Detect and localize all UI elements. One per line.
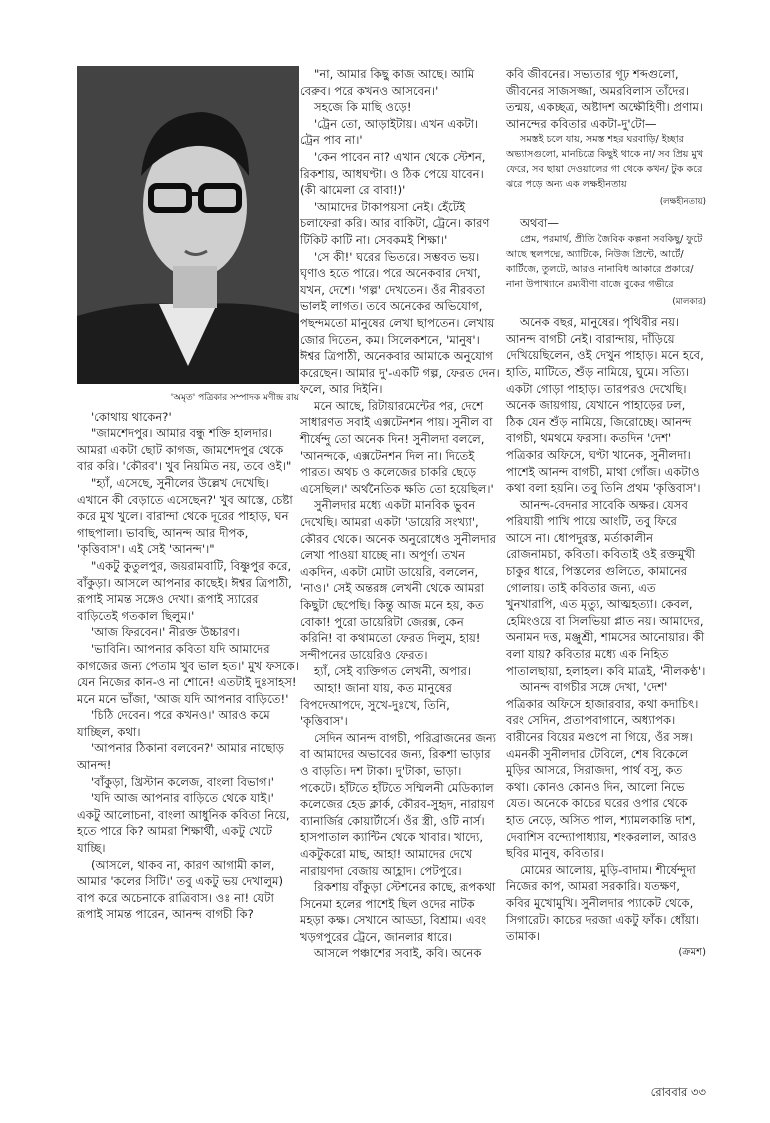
paragraph: "জামশেদপুর। আমার বন্ধু শক্তি হালদার। আমরা একটা ছোট কাগজ, জামশেদপুর থেকে বার করি। 'কৌরব'। খুব নিয়মিত নয়, তবে ওই।" [77,426,292,474]
paragraph: (আসলে, থাকব না, কারণ আগামী কাল, আমার 'কলের সিটি।' তবু একটু ভয় দেখালুম) বাপ করে অচেনাকে রাত্রিবাস। ওঃ না! যেটা রূপাই সামন্ত পারেন, আনন্দ বাগচী কি? [77,857,283,922]
paragraph: মনে আছে, রিটায়ারমেন্টের পর, দেশে সাধারণত সবাই এক্সটেনশন পায়। সুনীল বা শীর্ষেন্দু তো অনেক দিন! সুনীলদা বললে, 'আনন্দকে, এক্সটেনশন দিল না। দিতেই পারত। অথচ ও কলেজের চাকরি ছেড়ে এসেছিল।' অর্থনৈতিক ক্ষতি তো হয়েছিল।' [300,398,494,496]
paragraph: "হ্যাঁ, এসেছে, সুনীলের উল্লেখ দেখেছি। এখানে কী বেড়াতে এসেছেন?' খুব আস্তে, চেষ্টা করে মুখ খুলে। বারান্দা থেকে দূরের পাহাড়, ঘন গাছপালা। ভাবছি, আনন্দ আর দীপক, 'কৃত্তিবাস'। এই সেই 'আনন্দ'।" [77,475,293,557]
paragraph: 'ট্রেন তো, আড়াইটায়। এখন একটা। ট্রেন পাব না।' [300,116,479,148]
paragraph: সেদিন আনন্দ বাগচী, পরিব্রাজনের জন্য বা আমাদের অভাবের জন্য, রিকশা ভাড়ার ও বাড়তি। দশ টাকা। দু'টাকা, ভাড়া। পকেটে। হাঁটতে হাঁটতে সম্মিলনী মেডিক্যাল কলেজের হেড ক্লার্ক, কৌরব-সুহৃদ, নারায়ণ ব্যানার্জির কোয়ার্টার্সে। ওঁর স্ত্রী, ওটি নার্স। হাসপাতাল ক্যান্টিন থেকে খাবার। খাদ্যে, একটুকরো মাছ, আহা! আমাদের দেখে নারায়ণদা বেজায় আহ্লাদ। পেটপুরে। [300,730,497,878]
paragraph: 'যদি আজ আপনার বাড়িতে থেকে যাই।' একটু আলোচনা, বাংলা আধুনিক কবিতা নিয়ে, হতে পারে কি? আমরা শিক্ষার্থী, একটু খেটে যাচ্ছি। [77,791,290,856]
paragraph: সহজে কি মাছি ওড়ে! [314,100,412,115]
poem-source: (মালকার) [672,296,706,307]
column-1 [77,66,299,923]
paragraph: "না, আমার কিছু কাজ আছে। আমি বেরুব। পরে কখনও আসবেন।' [300,67,475,98]
column-3 [506,66,706,961]
poem-quote [506,132,706,192]
paragraph: 'কোথায় থাকেন?' [91,409,172,424]
paragraph: 'কেন পাবেন না? এখান থেকে স্টেশন, রিকশায়, আধঘণ্টা। ও ঠিক পেয়ে যাবেন। (কী ঝামেলা রে বাবা!)' [300,149,486,198]
paragraph: সুনীলদার মধ্যে একটা মানবিক ভুবন দেখেছি। আমরা একটা 'ডায়েরি সংখ্যা', কৌরব থেকে। অনেক অনুরোধেও সুনীলদার লেখা পাওয়া যাচ্ছে না। অপূর্ণ। তখন একদিন, একটা মোটা ডায়েরি, বললেন, 'নাও।' সেই অন্তরঙ্গ লেখনী থেকে আমরা কিছুটা ছেপেছি। কিন্তু আজ মনে হয়, কত বোকা! পুরো ডায়েরিটা জেরক্স, কেন করিনি! বা কথামতো ফেরত দিলুম, হায়! সন্দীপনের ডায়েরিও ফেরত। [300,498,496,662]
paragraph: অনেক বছর, মানুষের। পৃথিবীর নয়। আনন্দ বাগচী নেই। বারান্দায়, দাঁড়িয়ে দেখিয়েছিলেন, ওই দেখুন পাহাড়। মনে হবে, হাতি, মাটিতে, শুঁড় নামিয়ে, ঘুমে। সত্যি। একটা গোড়া পাহাড়। তারপরও দেখেছি। অনেক জায়গায়, যেখানে পাহাড়ের ঢল, ঠিক যেন শুঁড় নামিয়ে, জিরোচ্ছে। আনন্দ বাগচী, থমথমে ফরসা। কতদিন 'দেশ' পত্রিকার অফিসে, ঘণ্টা খানেক, সুনীলদা। পাশেই আনন্দ বাগচী, মাথা গোঁজ। একটাও কথা বলা হয়নি। তবু তিনি প্রথম 'কৃত্তিবাস'। [506,315,704,496]
paragraph: 'আমাদের টাকাপয়সা নেই। হেঁটেই চলাফেরা করি। আর বাকিটা, ট্রেনে। কারণ টিকিট কাটি না। সেবকমই শিক্ষা।' [300,199,490,247]
paragraph: আহা! জানা যায়, কত মানুষের বিপদেআপদে, সুখে-দুঃখে, তিনি, 'কৃত্তিবাস'। [300,680,452,729]
paragraph: 'আজ ফিরবেন।' নীরক্ত উচ্চারণ। [91,625,240,640]
paragraph: 'ভাবিনি। আপনার কবিতা যদি আমাদের কাগজের জন্য পেতাম খুব ভাল হত।' মুখ ফসকে। যেন নিজের কান-ও না শোনে! এতটাই দুঃসাহস! মনে মনে ভাঁজা, 'আজ যদি আপনার বাড়িতে!' [77,641,299,706]
continued-marker: (ক্রমশ) [678,946,706,958]
paragraph: আনন্দ বাগচীর সঙ্গে দেখা, 'দেশ' পত্রিকার অফিসে হাজারবার, কথা কদাচিৎ। বরং সেদিন, প্রতাপবাগানে, অধ্যাপক। বারীনের বিয়ের মণ্ডপে না গিয়ে, ওঁর সঙ্গ। এমনকী সুনীলদার টেবিলে, শেষ বিকেলে মুড়ির আসরে, সিরাজদা, পার্থ বসু, কত কথা। কোনও কোনও দিন, আলো নিভে যেত। অনেকে কাচের ঘরের ওপার থেকে হাত নেড়ে, অসিত পাল, শ্যামলকান্তি দাশ, দেবাশিস বন্দ্যোপাধ্যায়, শংকরলাল, আরও ছবির মানুষ, কবিতার। [506,680,699,861]
paragraph: 'আপনার ঠিকানা বলবেন?' আমার নাছোড় আনন্দ! [77,741,285,773]
poem-lines: সমস্তই চলে যায়, সমস্ত শহর ঘরবাড়ি/ ইচ্ছার অভ্যাসগুলো, মানচিত্রে কিছুই থাকে না/ সব প্রিয় মুখ ফেরে, সব ছায়া দেওয়ালের গা থেকে কখন/ টুক করে ঝরে পড়ে অন্য এক লক্ষহীনতায় [506,134,704,191]
page-footer: রোববার ৩৩ [650,1085,706,1099]
poem-lines: প্রেম, পরমার্থ, প্রীতি জৈবিক কল্পনা সবকিছু/ ফুটে আছে স্থলপদ্মে, অ্যাটিকে, নিউজ প্রিন্টে, আর্টে/ কার্টিজে, তুলটে, আরও নানাবিধ আকারে প্রকারে/ নানা উপাখ্যানে রম্যবীণা বাজে বুকের গভীরে [506,233,703,290]
paragraph: "একটু কুতুলপুর, জয়রামবাটি, বিষ্ণুপুর করে, বাঁকুড়া। আসলে আপনার কাছেই। ঈশ্বর ত্রিপাঠী, রূপাই সামন্ত সঙ্গেও দেখা। রূপাই স্যারের বাড়িতেই গতকাল ছিলুম।' [77,558,292,623]
paragraph: আসলে পঞ্চাশের সবাই, কবি। অনেক [314,946,482,961]
paragraph: 'চিঠি দেবেন। পরে কখনও।' আরও কমে যাচ্ছিল, কথা। [77,708,270,739]
paragraph: মোমের আলোয়, মুড়ি-বাদাম। শীর্ষেন্দুদা নিজের কাপ, আমরা সরকারি। যতক্ষণ, কবির মুখোমুখি। সুনীলদার প্যাকেট থেকে, সিগারেট। কাচের দরজা একটু ফাঁক। ধোঁয়া। তামাক। [506,862,700,944]
poem-source: (লক্ষহীনতায়) [659,197,706,208]
photo-caption: 'অমৃত' পত্রিকার সম্পাদক মণীন্দ্র রায় [170,393,299,403]
portrait-photo [77,66,299,384]
paragraph: হ্যাঁ, সেই ব্যক্তিগত লেখনী, অপার। [314,664,472,679]
poem-quote [506,232,706,292]
paragraph: অথবা— [520,215,559,230]
paragraph: আনন্দ-বেদনার সাবেকি অক্ষর। যেসব পরিযায়ী পাখি পায়ে আংটি, তবু ফিরে আসে না। ধোপদুরস্ত, মর্তাকালীন রোজনামচা, কবিতা। কবিতাই ওই রক্তমুখী চাকুর ধারে, পিস্তলের গুলিতে, কামানের গোলায়। তাই কবিতার জন্য, এত খুনখারাপি, এত মৃত্যু, আত্মহত্যা। কেবল, হেমিংওয়ে বা সিলভিয়া প্লাত নয়। আমাদের, অনামন দত্ত, মঞ্জুশ্রী, শামসের আনোয়ার। কী বলা যায়? কবিতার মধ্যে এক নিহিত পাতালছায়া, হলাহল। কবি মাত্রই, 'নীলকণ্ঠ'। [506,497,706,678]
paragraph: রিকশায় বাঁকুড়া স্টেশনের কাছে, রূপকথা সিনেমা হলের পাশেই ছিল ওদের নাটক মহড়া কক্ষ। সেখানে আড্ডা, বিশ্রাম। এবং খড়গপুরের ট্রেনে, জানলার ধারে। [300,880,496,944]
paragraph: কবি জীবনের। সভ্যতার গূঢ় শব্দগুলো, জীবনের সাজসজ্জা, অমরবিলাস তাঁদের। তন্ময়, একচ্ছত্র, অষ্টাদশ অক্ষৌহিণী। প্রণাম। আনন্দের কবিতার একটা-দু'টো— [506,67,704,131]
paragraph: 'বাঁকুড়া, খ্রিস্টান কলেজ, বাংলা বিভাগ।' [91,774,274,789]
paragraph: 'সে কী!' ঘরের ভিতরে। সম্ভবত ভয়। ঘৃণাও হতে পারে। পরে অনেকবার দেখা, যখন, দেশে। 'গল্প' দেখতেন। ওঁর নীরবতা ভালই লাগত। তবে অনেকের অভিযোগ, পছন্দমতো মানুষের লেখা ছাপতেন। লেখায় জোর দিতেন, কম। সিলেকশনে, 'মানুষ'। ঈশ্বর ত্রিপাঠী, অনেকবার আমাকে অনুযোগ করেছেন। আমার দু'-একটি গল্প, ফেরত দেন। ফলে, আর দিইনি। [300,249,500,397]
column-2 [300,66,500,962]
